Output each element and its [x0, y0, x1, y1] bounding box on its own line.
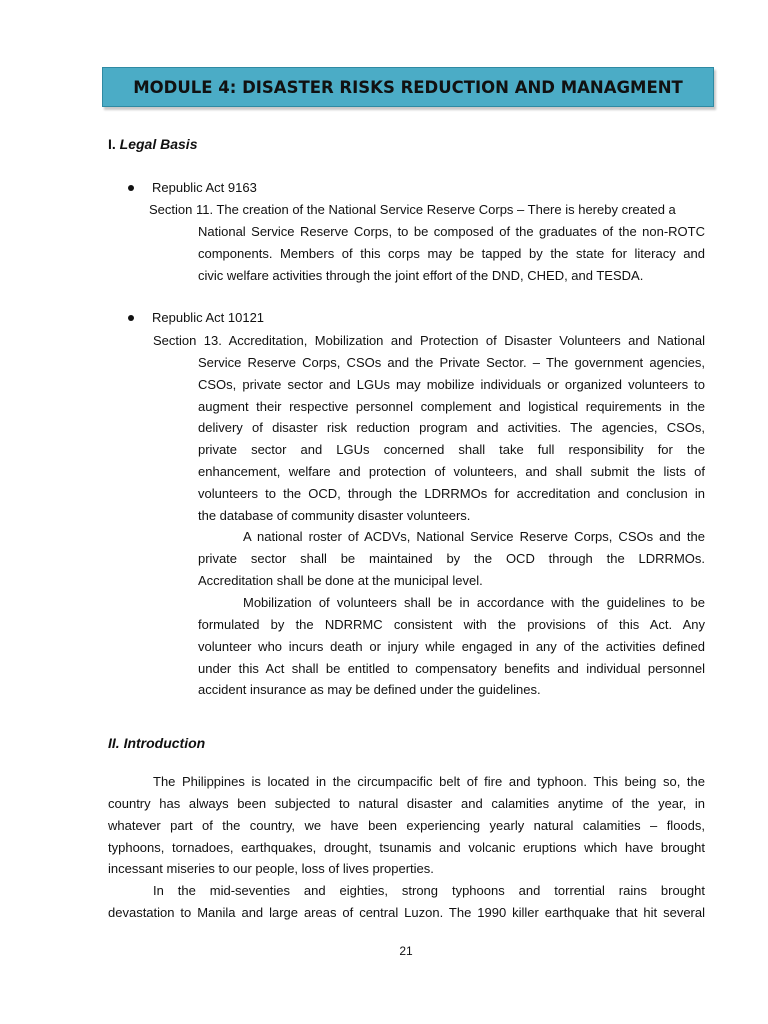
act-name: Republic Act 9163 — [152, 180, 257, 195]
text-line: devastation to Manila and large areas of central Luzon. The 1990 killer earthquake that hit several — [108, 905, 705, 920]
act2-para3-body — [198, 614, 705, 701]
text-line: whatever part of the country, we have been experiencing yearly natural calamities – floods, — [108, 817, 705, 833]
text-line: National Service Reserve Corps, to be composed of the graduates of the non-ROTC — [198, 224, 705, 239]
act2-section-body — [198, 352, 705, 526]
page-number: 21 — [399, 944, 413, 958]
text-line: private sector and LGUs concerned shall take full responsibility for the — [198, 442, 705, 458]
text-line: accident insurance as may be defined under the guidelines. — [198, 682, 541, 698]
section-number: I. — [108, 136, 116, 152]
text-line: Section 13. Accreditation, Mobilization and Protection of Disaster Volunteers and National — [153, 333, 705, 348]
intro-para1-first-line — [153, 771, 705, 793]
text-line: enhancement, welfare and protection of volunteers, and shall submit the lists of — [198, 463, 705, 479]
text-line: incessant miseries to our people, loss of lives properties. — [108, 861, 434, 877]
act1-section-first-line — [149, 199, 705, 221]
text-line: augment their respective personnel complement and logistical requirements in the — [198, 398, 705, 414]
act2-para3-first-line — [243, 592, 705, 614]
text-line: In the mid-seventies and eighties, strong typhoons and torrential rains brought — [153, 883, 705, 898]
text-line: formulated by the NDRRMC consistent with the provisions of this Act. Any — [198, 617, 705, 632]
text-line: Service Reserve Corps, CSOs and the Private Sector. – The government agencies, — [198, 355, 705, 370]
text-line: country has always been subjected to natural disaster and calamities anytime of the year, in — [108, 796, 705, 811]
module-title: MODULE 4: DISASTER RISKS REDUCTION AND MANAGMENT — [133, 77, 683, 97]
module-title-banner — [102, 67, 714, 107]
text-line: civic welfare activities through the joint effort of the DND, CHED, and TESDA. — [198, 267, 644, 283]
section-heading-introduction — [108, 735, 205, 751]
text-line: delivery of disaster risk reduction program and activities. The agencies, CSOs, — [198, 420, 705, 436]
text-line: volunteer who incurs death or injury while engaged in any of the activities defined — [198, 638, 705, 654]
act-name: Republic Act 10121 — [152, 310, 265, 325]
intro-para2-first-line — [153, 880, 705, 902]
text-line: components. Members of this corps may be tapped by the state for literacy and — [198, 245, 705, 261]
intro-para1-body — [108, 793, 705, 880]
bullet-republic-act-9163 — [128, 180, 257, 195]
text-line: volunteers to the OCD, through the LDRRMOs for accreditation and conclusion in — [198, 485, 705, 501]
text-line: Mobilization of volunteers shall be in accordance with the guidelines to be — [243, 595, 705, 610]
text-line: under this Act shall be entitled to compensatory benefits and individual personnel — [198, 660, 705, 676]
text-line: Section 11. The creation of the National Service Reserve Corps – There is hereby created a — [149, 202, 676, 217]
act2-para2-body — [198, 548, 705, 592]
section-heading-legal-basis — [108, 136, 198, 152]
act1-section-body — [198, 221, 705, 286]
intro-para2-body — [108, 902, 705, 924]
text-line: The Philippines is located in the circumpacific belt of fire and typhoon. This being so, the — [153, 774, 705, 789]
bullet-icon — [128, 315, 134, 321]
bullet-icon — [128, 185, 134, 191]
text-line: typhoons, tornadoes, earthquakes, drought, tsunamis and volcanic eruptions which have brought — [108, 839, 705, 855]
text-line: the database of community disaster volunteers. — [198, 507, 471, 523]
text-line: private sector shall be maintained by the OCD through the LDRRMOs. — [198, 551, 705, 566]
bullet-republic-act-10121 — [128, 310, 264, 325]
section-title: Introduction — [123, 735, 206, 751]
act2-para2-first-line — [243, 526, 705, 548]
text-line: Accreditation shall be done at the municipal level. — [198, 572, 483, 588]
section-number: II. — [108, 735, 120, 751]
text-line: A national roster of ACDVs, National Service Reserve Corps, CSOs and the — [243, 529, 705, 544]
act2-section-first-line — [153, 330, 705, 352]
text-line: CSOs, private sector and LGUs may mobilize individuals or organized volunteers to — [198, 376, 705, 392]
section-title: Legal Basis — [119, 136, 198, 152]
